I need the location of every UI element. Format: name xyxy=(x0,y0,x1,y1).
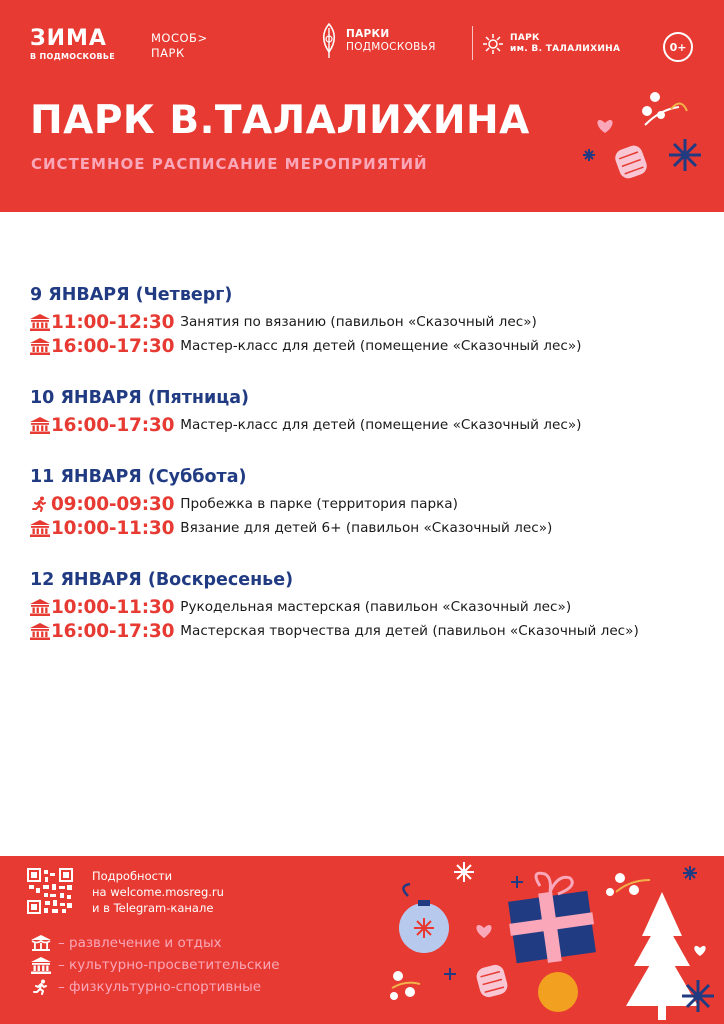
details-info: Подробности на welcome.mosreg.ru и в Telegram-канале xyxy=(92,869,224,915)
age-rating-badge: 0+ xyxy=(663,32,693,62)
orange-icon xyxy=(538,972,578,1012)
event-row xyxy=(30,492,720,516)
event-description: Мастер-класс для детей (помещение «Сказочный лес») xyxy=(180,338,582,354)
legend xyxy=(30,932,280,998)
event-row xyxy=(30,619,720,643)
legend-label: – развлечение и отдых xyxy=(58,935,222,951)
event-time: 11:00-12:30 xyxy=(51,311,175,333)
museum-icon xyxy=(30,337,50,355)
event-description: Рукодельная мастерская (павильон «Сказочный лес») xyxy=(180,599,572,615)
berry-branch-icon xyxy=(606,873,650,896)
event-description: Пробежка в парке (территория парка) xyxy=(180,496,458,512)
page-subtitle: СИСТЕМНОЕ РАСПИСАНИЕ МЕРОПРИЯТИЙ xyxy=(31,155,428,173)
park-talalikhina-logo: ПАРК им. В. ТАЛАЛИХИНА xyxy=(482,33,620,55)
runner-icon xyxy=(30,979,52,995)
parki-podmoskovya-logo: ПАРКИ ПОДМОСКОВЬЯ xyxy=(318,22,436,60)
runner-icon xyxy=(30,495,50,513)
gift-box-icon xyxy=(508,873,596,963)
small-snowflake-icon xyxy=(583,149,595,161)
event-time: 10:00-11:30 xyxy=(51,517,175,539)
winter-decoration xyxy=(575,85,724,195)
heart-icon xyxy=(694,946,705,956)
qr-code-icon[interactable] xyxy=(27,868,73,914)
event-description: Мастер-класс для детей (помещение «Сказочный лес») xyxy=(180,417,582,433)
schedule xyxy=(30,282,720,670)
zima-logo-subtitle: В ПОДМОСКОВЬЕ xyxy=(30,52,116,61)
museum-icon xyxy=(30,519,50,537)
sun-emblem-icon xyxy=(482,33,504,55)
event-description: Вязание для детей 6+ (павильон «Сказочный лес») xyxy=(180,520,553,536)
small-snowflake-icon xyxy=(683,866,697,880)
event-row xyxy=(30,310,720,334)
mitten-icon xyxy=(475,963,510,999)
leaf-emblem-icon xyxy=(318,22,340,60)
event-row xyxy=(30,595,720,619)
event-row xyxy=(30,516,720,540)
day-heading: 9 ЯНВАРЯ (Четверг) xyxy=(30,285,233,305)
event-time: 16:00-17:30 xyxy=(51,620,175,642)
event-description: Мастерская творчества для детей (павильон «Сказочный лес») xyxy=(180,623,639,639)
ornament-icon xyxy=(399,884,449,953)
small-snowflake-icon xyxy=(511,876,523,888)
snowflake-icon xyxy=(682,980,714,1012)
logo-divider xyxy=(472,26,473,60)
berry-branch-icon xyxy=(642,92,687,125)
day-heading: 12 ЯНВАРЯ (Воскресенье) xyxy=(30,570,294,590)
zima-logo-title: ЗИМА xyxy=(30,26,107,51)
legend-label: – культурно-просветительские xyxy=(58,957,280,973)
museum-icon xyxy=(30,598,50,616)
carousel-icon xyxy=(30,935,52,951)
snowflake-icon xyxy=(669,139,701,171)
footer-banner xyxy=(0,856,724,1024)
legend-item xyxy=(30,954,280,976)
day-block xyxy=(30,282,720,358)
header-banner xyxy=(0,0,724,212)
day-heading: 10 ЯНВАРЯ (Пятница) xyxy=(30,388,249,408)
christmas-tree-icon xyxy=(626,892,698,1020)
winter-decoration-footer xyxy=(380,856,724,1024)
event-description: Занятия по вязанию (павильон «Сказочный лес») xyxy=(180,314,537,330)
small-snowflake-icon xyxy=(444,968,456,980)
event-time: 16:00-17:30 xyxy=(51,335,175,357)
day-heading: 11 ЯНВАРЯ (Суббота) xyxy=(30,467,247,487)
page-title: ПАРК В.ТАЛАЛИХИНА xyxy=(30,98,530,143)
event-row xyxy=(30,334,720,358)
legend-item xyxy=(30,932,280,954)
zima-logo xyxy=(30,28,115,61)
heart-icon xyxy=(597,120,612,133)
berry-branch-icon xyxy=(390,971,420,1000)
mitten-icon xyxy=(613,143,650,181)
legend-item xyxy=(30,976,280,998)
day-block xyxy=(30,567,720,643)
museum-icon xyxy=(30,313,50,331)
day-block xyxy=(30,464,720,540)
snowflake-icon xyxy=(454,862,474,882)
event-row xyxy=(30,413,720,437)
event-time: 16:00-17:30 xyxy=(51,414,175,436)
website-link[interactable]: на welcome.mosreg.ru xyxy=(92,885,224,899)
museum-icon xyxy=(30,957,52,974)
event-time: 10:00-11:30 xyxy=(51,596,175,618)
museum-icon xyxy=(30,622,50,640)
mosoblpark-logo: МОСОБ> ПАРК xyxy=(151,31,208,60)
day-block xyxy=(30,385,720,437)
event-time: 09:00-09:30 xyxy=(51,493,175,515)
legend-label: – физкультурно-спортивные xyxy=(58,979,262,995)
museum-icon xyxy=(30,416,50,434)
heart-icon xyxy=(476,925,491,938)
